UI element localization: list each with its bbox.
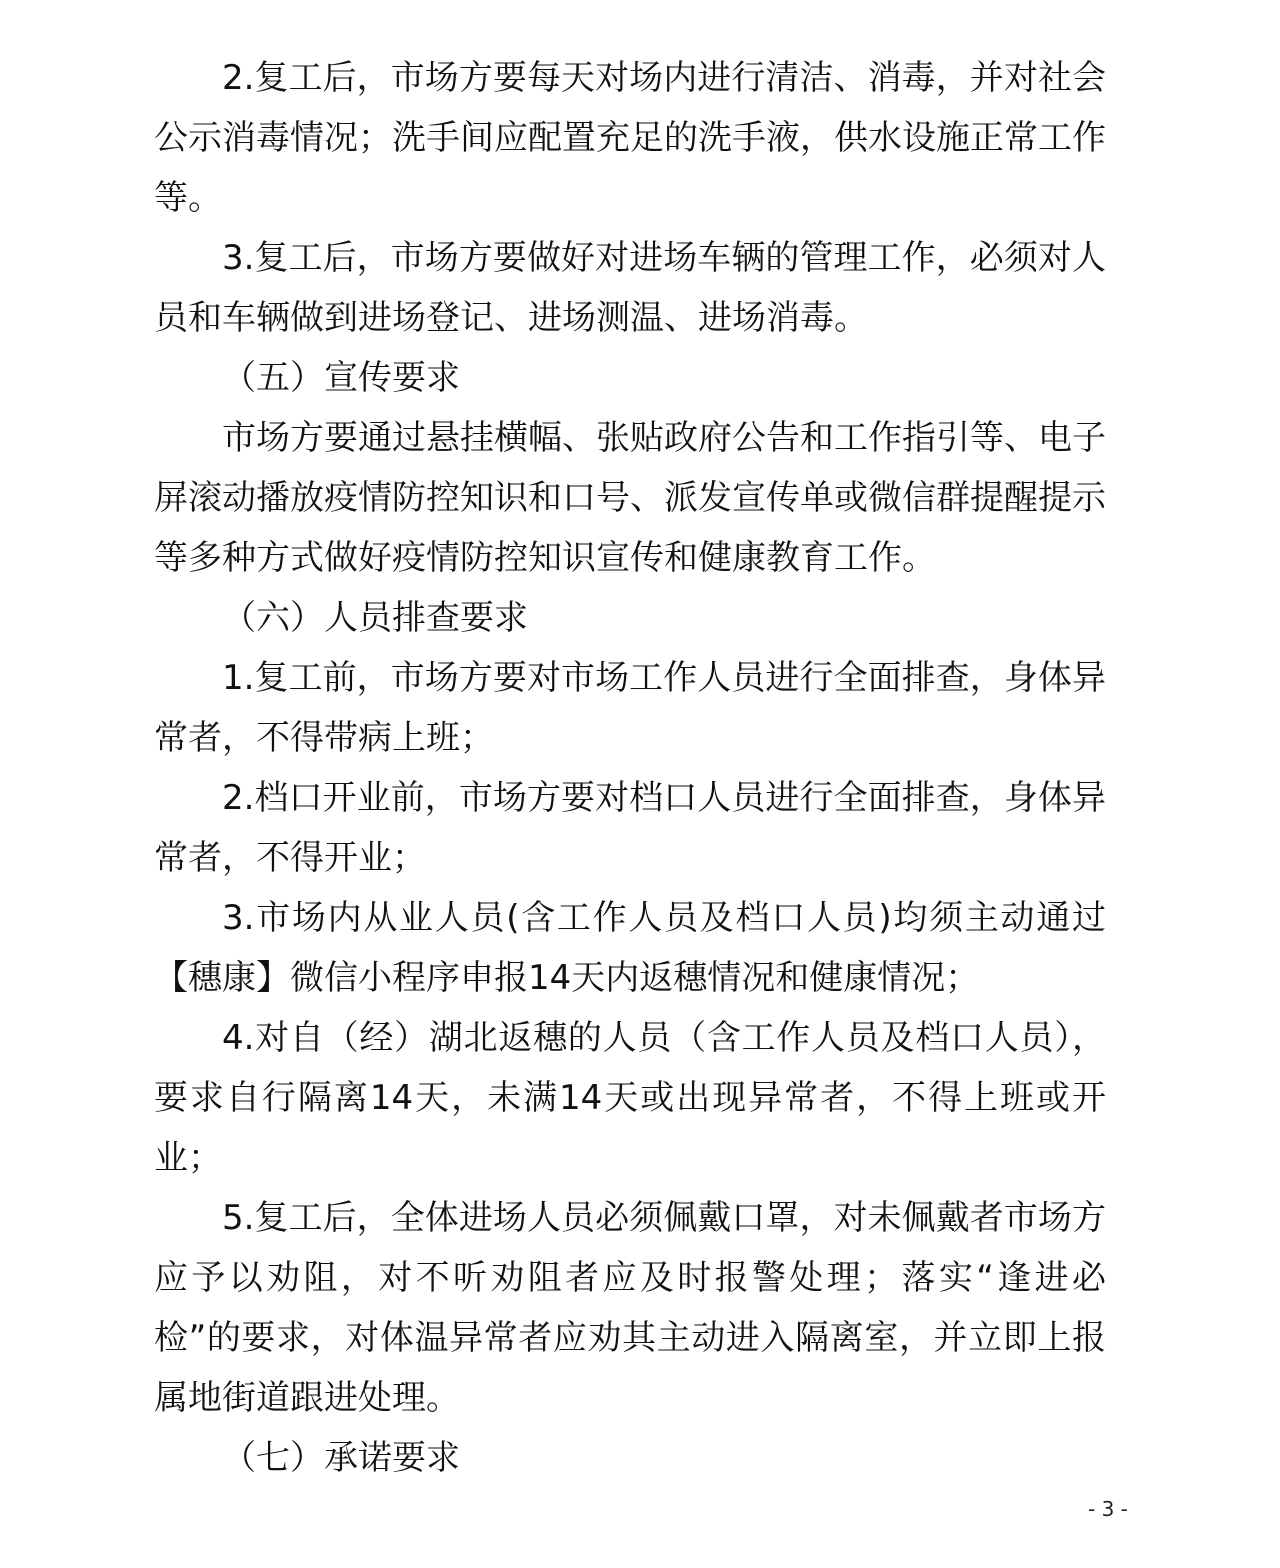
paragraph-screening-staff: 1.复工前，市场方要对市场工作人员进行全面排查，身体异常者，不得带病上班； xyxy=(154,658,1106,758)
section-heading-personnel-screening: （六）人员排查要求 xyxy=(222,598,528,638)
paragraph-publicity: 市场方要通过悬挂横幅、张贴政府公告和工作指引等、电子屏滚动播放疫情防控知识和口号、派发宣传单或微信群提醒提示等多种方式做好疫情防控知识宣传和健康教育工作。 xyxy=(154,418,1106,578)
paragraph-cleaning-disinfection: 2.复工后，市场方要每天对场内进行清洁、消毒，并对社会公示消毒情况；洗手间应配置充足的洗手液，供水设施正常工作等。 xyxy=(154,58,1106,218)
page-number: - 3 - xyxy=(1088,1497,1128,1521)
paragraph-hubei-isolation: 4.对自（经）湖北返穗的人员（含工作人员及档口人员），要求自行隔离14天，未满14天或出现异常者，不得上班或开业； xyxy=(154,1018,1106,1178)
paragraph-vehicle-management: 3.复工后，市场方要做好对进场车辆的管理工作，必须对人员和车辆做到进场登记、进场测温、进场消毒。 xyxy=(154,238,1106,338)
paragraph-mask-requirement: 5.复工后，全体进场人员必须佩戴口罩，对未佩戴者市场方应予以劝阻，对不听劝阻者应及时报警处理；落实“逢进必检”的要求，对体温异常者应劝其主动进入隔离室，并立即上报属地街道跟进处理。 xyxy=(154,1198,1106,1418)
paragraph-health-declaration: 3.市场内从业人员(含工作人员及档口人员)均须主动通过【穗康】微信小程序申报14天内返穗情况和健康情况； xyxy=(154,898,1106,998)
document-body xyxy=(154,48,1106,1488)
paragraph-screening-stall: 2.档口开业前，市场方要对档口人员进行全面排查，身体异常者，不得开业； xyxy=(154,778,1106,878)
section-heading-commitment: （七）承诺要求 xyxy=(222,1438,460,1478)
section-heading-publicity: （五）宣传要求 xyxy=(222,358,460,398)
